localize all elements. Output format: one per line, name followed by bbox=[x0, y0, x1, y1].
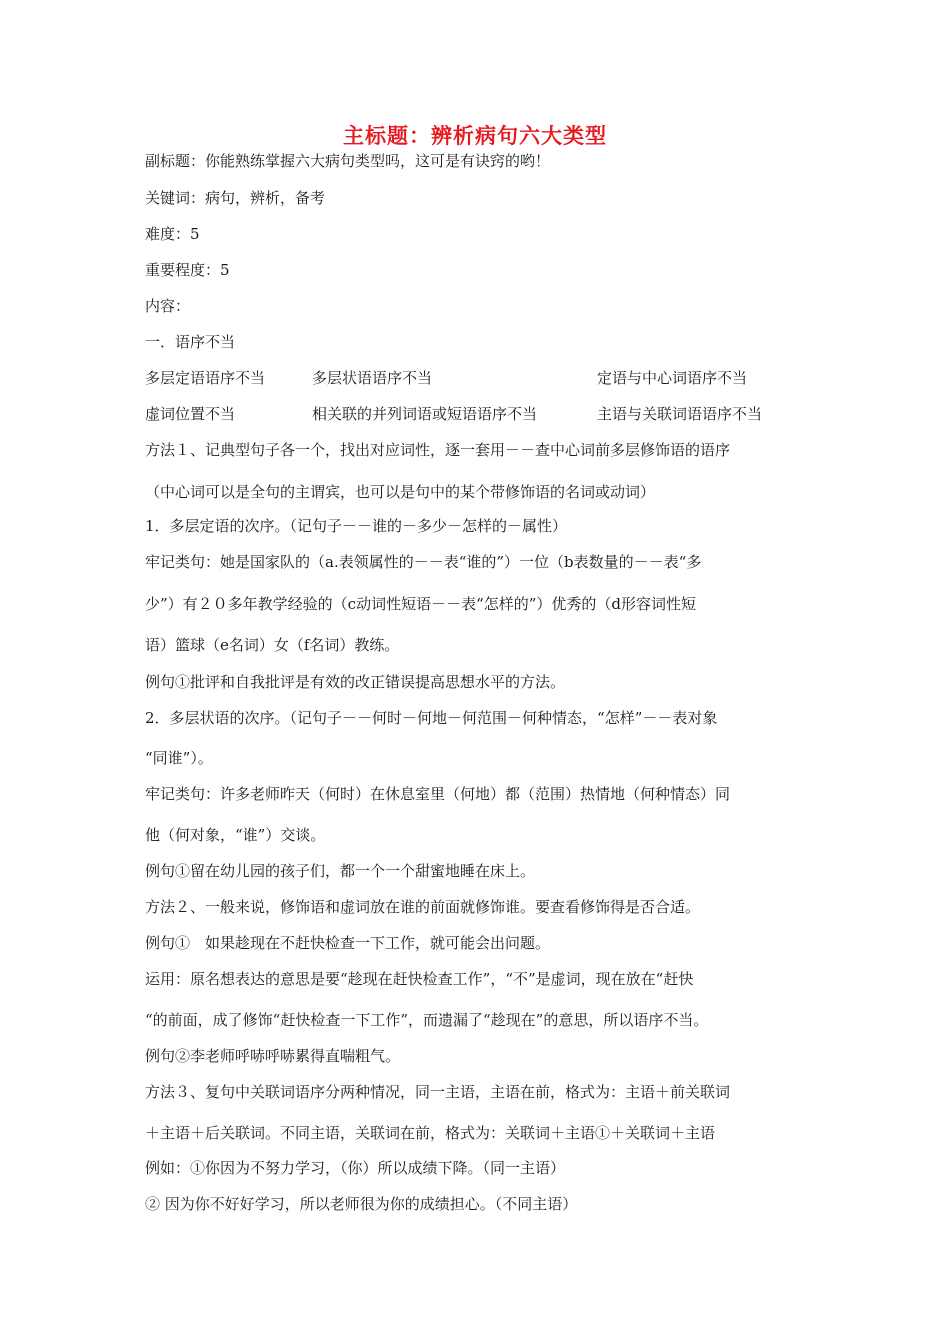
mnemonic-sentence: 牢记类句：她是国家队的（a.表领属性的－－表“谁的”）一位（b表数量的－－表“多 bbox=[145, 553, 702, 571]
subtitle-line: 副标题：你能熟练掌握六大病句类型吗，这可是有诀窍的哟！ bbox=[145, 152, 551, 170]
mnemonic-sentence: 语）篮球（e名词）女（f名词）教练。 bbox=[145, 636, 400, 654]
error-type-item: 相关联的并列词语或短语语序不当 bbox=[312, 405, 538, 423]
content-label: 内容： bbox=[145, 297, 191, 315]
example-sentence: 例句①留在幼儿园的孩子们，都一个一个甜蜜地睡在床上。 bbox=[145, 862, 536, 880]
mnemonic-sentence: 他（何对象，“谁”）交谈。 bbox=[145, 826, 326, 844]
example-sentence: 例句① 如果趁现在不赶快检查一下工作，就可能会出问题。 bbox=[145, 934, 551, 952]
method-paragraph: 方法２、一般来说，修饰语和虚词放在谁的前面就修饰谁。要查看修饰得是否合适。 bbox=[145, 898, 701, 916]
section-heading: 一．语序不当 bbox=[145, 333, 236, 351]
difficulty-line: 难度：5 bbox=[145, 225, 200, 243]
rule-item: 2．多层状语的次序。（记句子－－何时－何地－何范围－何种情态，“怎样”－－表对象 bbox=[145, 709, 718, 727]
method-paragraph: 方法１、记典型句子各一个，找出对应词性，逐一套用－－查中心词前多层修饰语的语序 bbox=[145, 441, 731, 459]
method-paragraph: ＋主语＋后关联词。不同主语，关联词在前，格式为：关联词＋主语①＋关联词＋主语 bbox=[145, 1124, 716, 1142]
usage-paragraph: “的前面，成了修饰“赶快检查一下工作”，而遗漏了“趁现在”的意思，所以语序不当。 bbox=[145, 1011, 709, 1029]
error-type-item: 虚词位置不当 bbox=[145, 405, 236, 423]
error-type-item: 主语与关联词语语序不当 bbox=[597, 405, 763, 423]
method-paragraph: （中心词可以是全句的主谓宾，也可以是句中的某个带修饰语的名词或动词） bbox=[145, 483, 656, 501]
usage-paragraph: 运用：原名想表达的意思是要“趁现在赶快检查工作”，“不”是虚词，现在放在“赶快 bbox=[145, 970, 694, 988]
example-sentence: 例句②李老师呼哧呼哧累得直喘粗气。 bbox=[145, 1047, 401, 1065]
error-type-item: 多层状语语序不当 bbox=[312, 369, 433, 387]
method-paragraph: 方法３、复句中关联词语序分两种情况，同一主语，主语在前，格式为：主语＋前关联词 bbox=[145, 1083, 731, 1101]
main-title: 主标题：辨析病句六大类型 bbox=[343, 123, 607, 148]
example-sentence: 例句①批评和自我批评是有效的改正错误提高思想水平的方法。 bbox=[145, 673, 566, 691]
example-sentence: 例如：①你因为不努力学习，（你）所以成绩下降。（同一主语） bbox=[145, 1159, 566, 1177]
mnemonic-sentence: 少”）有２０多年教学经验的（c动词性短语－－表“怎样的”）优秀的（d形容词性短 bbox=[145, 595, 697, 613]
rule-item: “同谁”）。 bbox=[145, 749, 213, 767]
error-type-item: 定语与中心词语序不当 bbox=[597, 369, 748, 387]
example-sentence: ② 因为你不好好学习，所以老师很为你的成绩担心。（不同主语） bbox=[145, 1195, 578, 1213]
keywords-line: 关键词：病句，辨析，备考 bbox=[145, 189, 326, 207]
mnemonic-sentence: 牢记类句：许多老师昨天（何时）在休息室里（何地）都（范围）热情地（何种情态）同 bbox=[145, 785, 731, 803]
importance-line: 重要程度：5 bbox=[145, 261, 230, 279]
error-type-item: 多层定语语序不当 bbox=[145, 369, 266, 387]
rule-item: 1．多层定语的次序。（记句子－－谁的－多少－怎样的－属性） bbox=[145, 517, 568, 535]
